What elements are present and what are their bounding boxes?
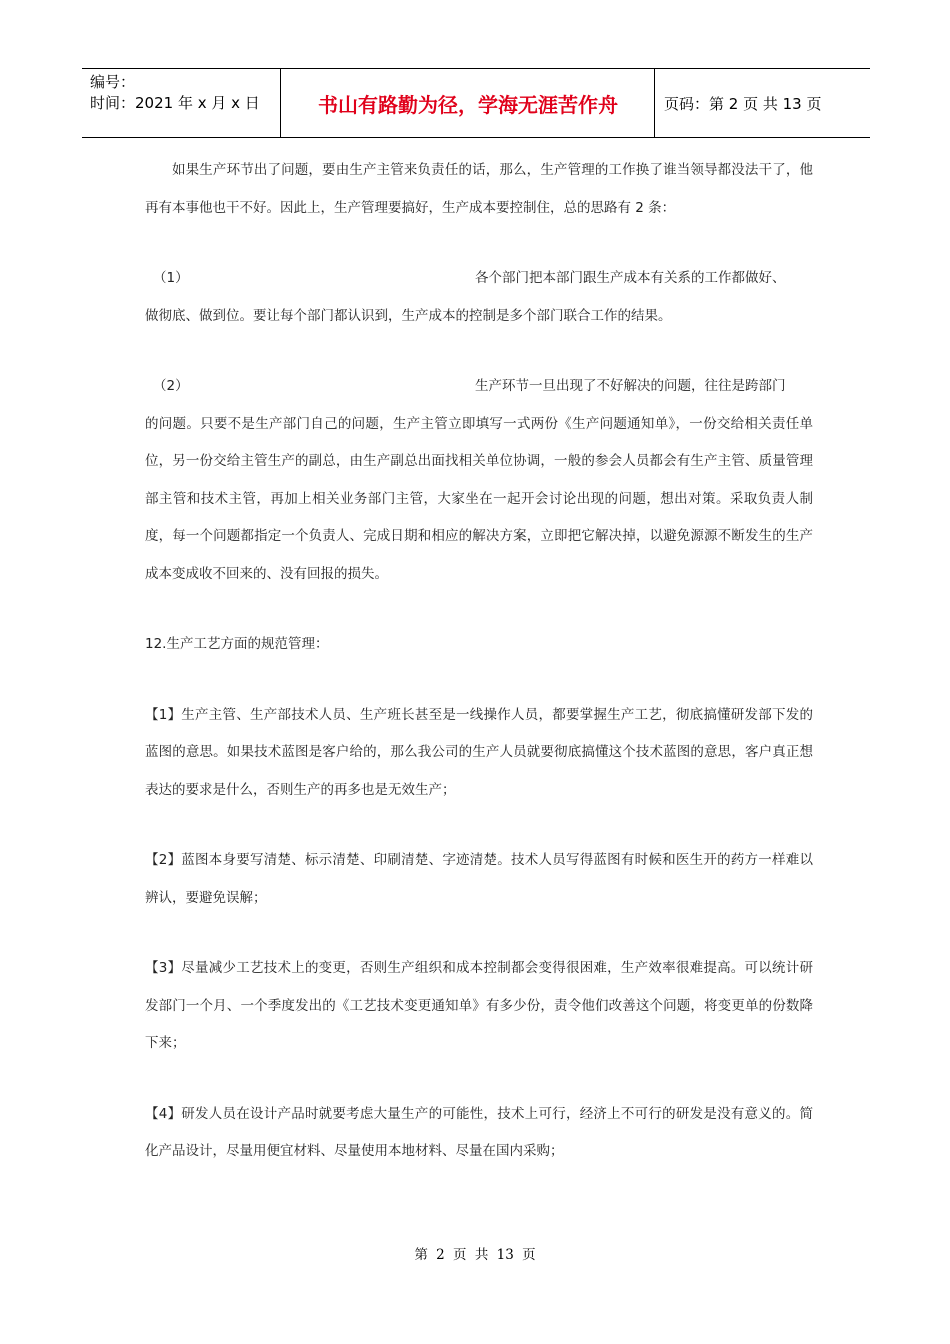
- section-item-2: 【2】蓝图本身要写清楚、标示清楚、印刷清楚、字迹清楚。技术人员写得蓝图有时候和医生开的药方一样难以辨认，要避免误解；: [145, 852, 813, 906]
- document-body: [145, 152, 813, 1171]
- list-item-2-body: 的问题。只要不是生产部门自己的问题，生产主管立即填写一式两份《生产问题通知单》，一份交给相关责任单位，另一份交给主管生产的副总，由生产副总出面找相关单位协调，一般的参会人员都会有生产主管、质量管理部主管和技术主管，再加上相关业务部门主管，大家坐在一起开会讨论出现的问题，想出对策。采取负责人制度，每一个问题都指定一个负责人、完成日期和相应的解决方案，立即把它解决掉，以避免源源不断发生的生产成本变成收不回来的、没有回报的损失。: [145, 415, 813, 582]
- intro-paragraph: 如果生产环节出了问题，要由生产主管来负责任的话，那么，生产管理的工作换了谁当领导都没法干了，他再有本事他也干不好。因此上，生产管理要搞好，生产成本要控制住，总的思路有 2 条：: [145, 162, 813, 216]
- list-item-number: （2）: [153, 378, 189, 394]
- page-header: [82, 68, 870, 138]
- list-item-text: 生产环节一旦出现了不好解决的问题，往往是跨部门: [475, 378, 786, 394]
- section-item-3: 【3】尽量减少工艺技术上的变更，否则生产组织和成本控制都会变得很困难，生产效率很难提高。可以统计研发部门一个月、一个季度发出的《工艺技术变更通知单》有多少份，责令他们改善这个问题，将变更单的份数降下来；: [145, 960, 813, 1051]
- header-page-code: 页码：第 2 页 共 13 页: [664, 94, 822, 113]
- time-label: 时间：2021 年 x 月 x 日: [90, 94, 260, 112]
- section-item-1: 【1】生产主管、生产部技术人员、生产班长甚至是一线操作人员，都要掌握生产工艺，彻底搞懂研发部下发的蓝图的意思。如果技术蓝图是客户给的，那么我公司的生产人员就要彻底搞懂这个技术蓝图的意思，客户真正想表达的要求是什么，否则生产的再多也是无效生产；: [145, 706, 813, 798]
- section-item-4: 【4】研发人员在设计产品时就要考虑大量生产的可能性，技术上可行，经济上不可行的研发是没有意义的。简化产品设计，尽量用便宜材料、尽量使用本地材料、尽量在国内采购；: [145, 1105, 813, 1159]
- header-meta: [90, 72, 280, 114]
- number-label: 编号：: [90, 73, 136, 91]
- header-divider: [654, 69, 655, 137]
- list-item-number: （1）: [153, 270, 189, 286]
- header-motto: 书山有路勤为径，学海无涯苦作舟: [318, 92, 618, 117]
- list-item-1-body: 做彻底、做到位。要让每个部门都认识到，生产成本的控制是多个部门联合工作的结果。: [145, 307, 672, 324]
- list-item-1-head: [145, 260, 813, 298]
- section-heading: 12.生产工艺方面的规范管理：: [145, 636, 329, 652]
- header-divider: [280, 69, 281, 137]
- list-item-text: 各个部门把本部门跟生产成本有关系的工作都做好、: [475, 270, 786, 286]
- page-footer: 第 2 页 共 13 页: [414, 1247, 536, 1263]
- list-item-2-head: [145, 368, 813, 406]
